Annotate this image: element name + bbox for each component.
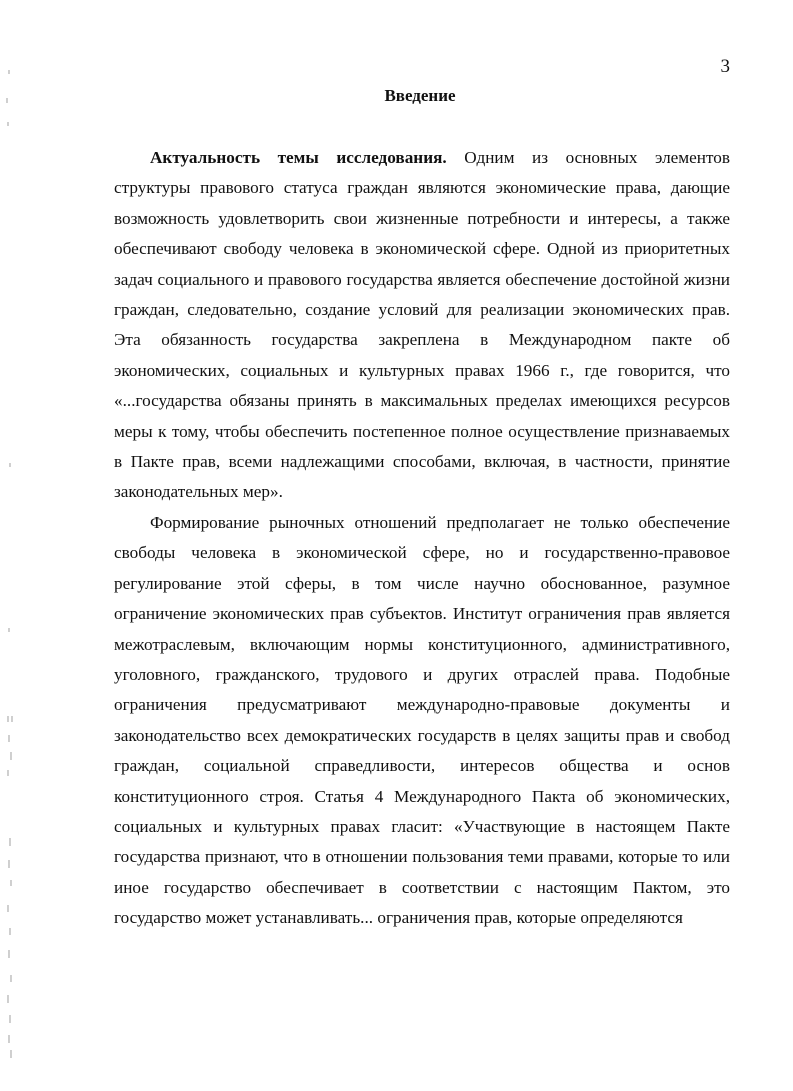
paragraph-body: Одним из основных элементов структуры правового статуса граждан являются экономические права, дающие возможность удовлетворить свои жизненные потребности и интересы, а также обеспечивают свободу человека в экономической сфере. Одной из приоритетных задач социального и правового государства является обеспечение достойной жизни граждан, следовательно, создание условий для реализации экономических прав. Эта обязанность государства закреплена в Международном пакте об экономических, социальных и культурных правах 1966 г., где говорится, что «...государства обязаны принять в максимальных пределах имеющихся ресурсов меры к тому, чтобы обеспечить постепенное полное осуществление признаваемых в Пакте прав, всеми надлежащими способами, включая, в частности, принятие законодательных мер». [114,148,730,502]
paragraph-body: Формирование рыночных отношений предполагает не только обеспечение свободы человека в экономической сфере, но и государственно-правовое регулирование этой сферы, в том числе научно обоснованное, разумное ограничение экономических прав субъектов. Институт ограничения прав является межотраслевым, включающим нормы конституционного, административного, уголовного, гражданского, трудового и других отраслей права. Подобные ограничения предусматривают международно-правовые документы и законодательство всех демократических государств в целях защиты прав и свобод граждан, социальной справедливости, интересов общества и основ конституционного строя. Статья 4 Международного Пакта об экономических, социальных и культурных правах гласит: «Участвующие в настоящем Пакте государства признают, что в отношении пользования теми правами, которые то или иное государство обеспечивает в соответствии с настоящим Пактом, это государство может устанавливать... ограничения прав, которые определяются [114,512,730,928]
paragraph-market-relations [114,508,730,934]
paragraph-relevance [114,143,730,508]
section-heading: Введение [384,86,456,105]
page-number: 3 [720,56,730,77]
paragraph-lead: Актуальность темы исследования. [150,148,447,167]
scan-noise-left-edge [0,0,30,1091]
main-text [114,143,730,934]
